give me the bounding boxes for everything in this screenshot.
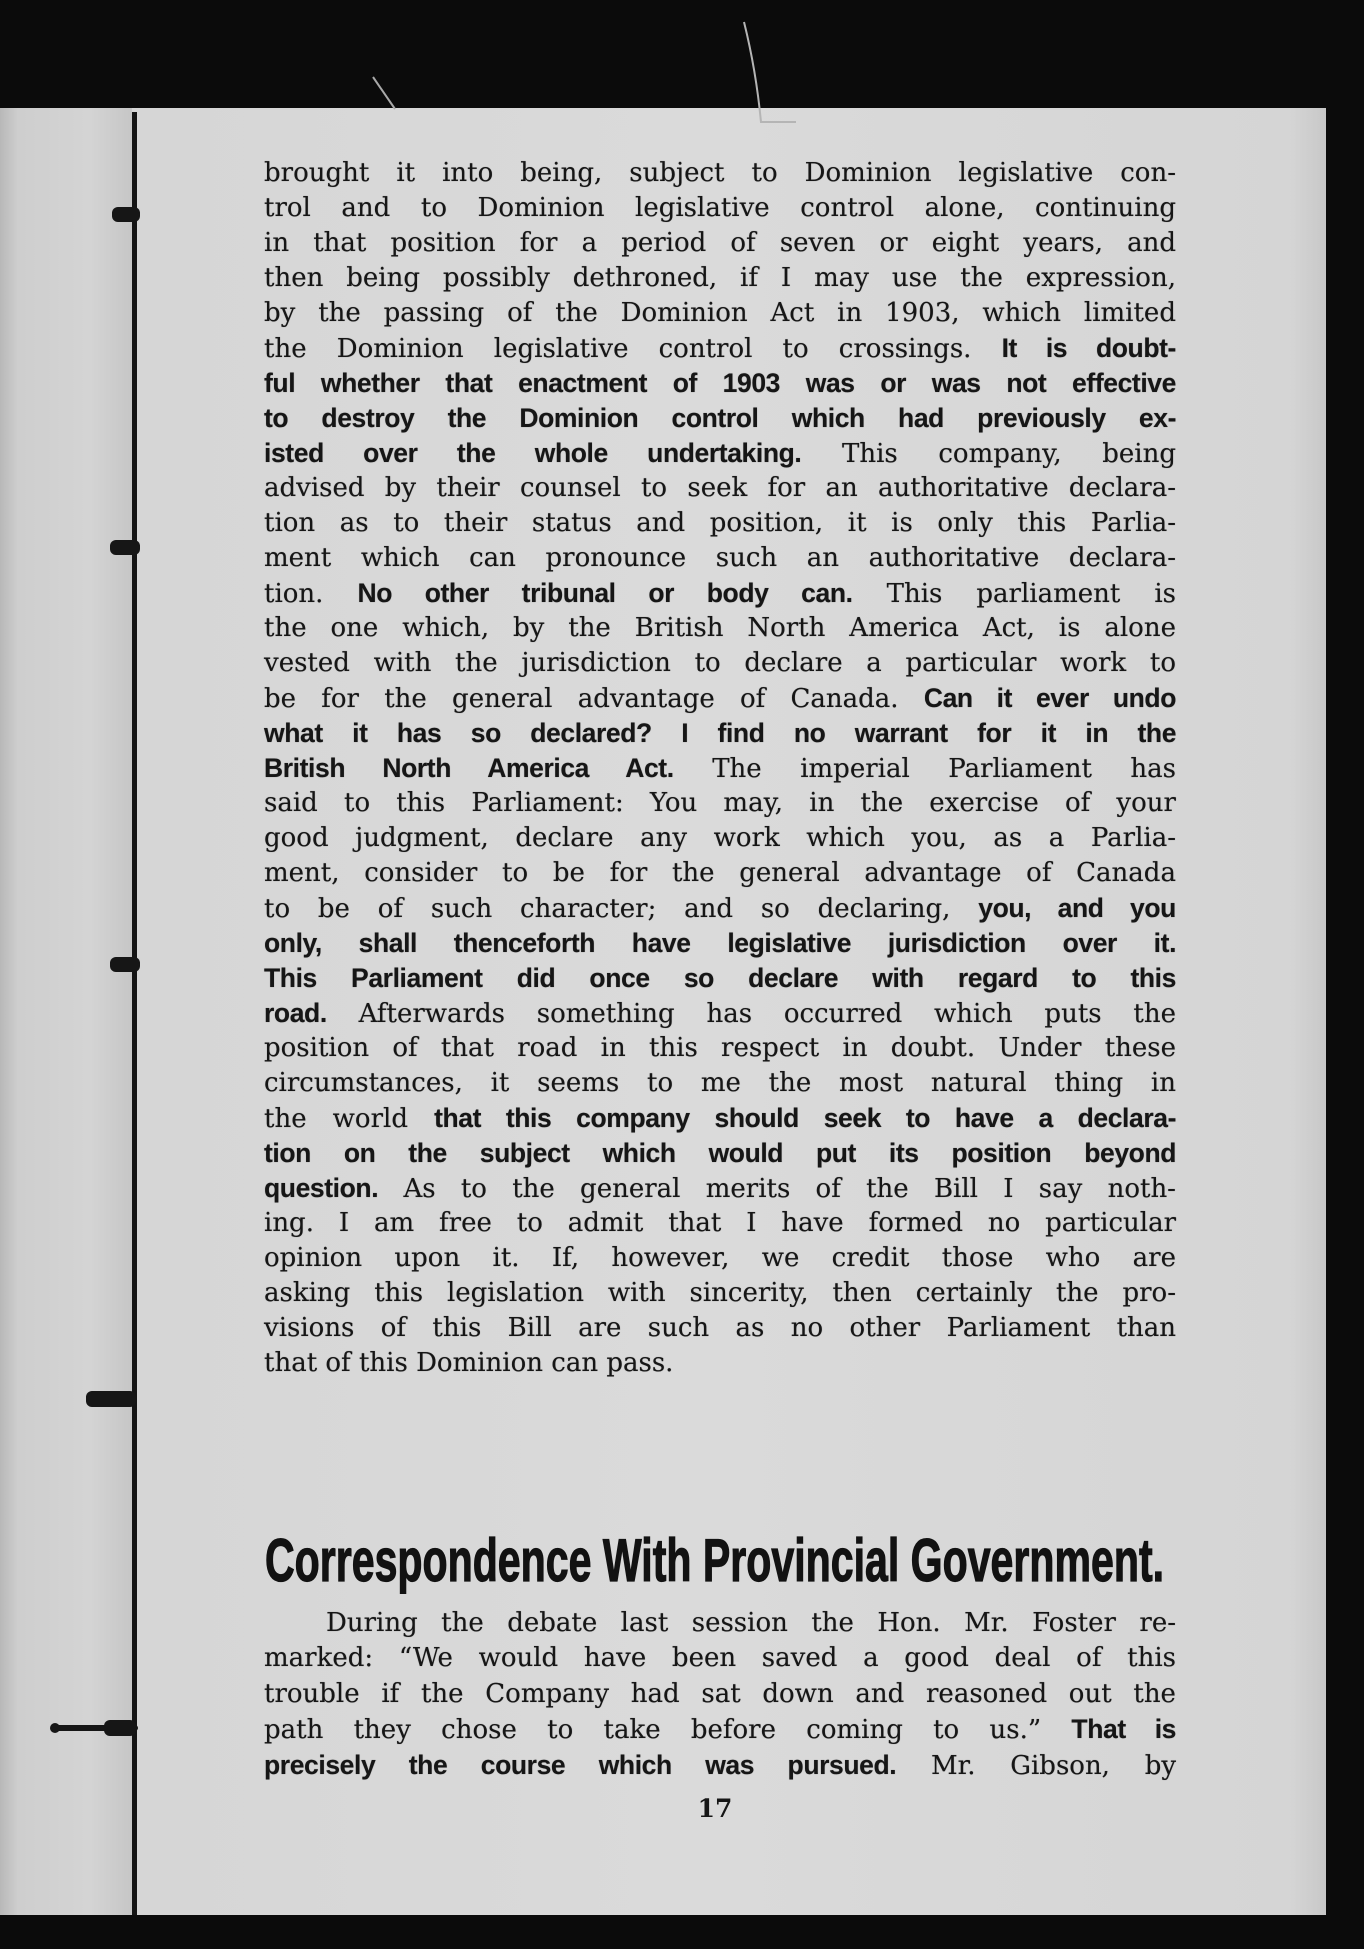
text-line bbox=[264, 506, 1176, 541]
binding-stitch bbox=[112, 207, 140, 222]
binding-stitch bbox=[110, 957, 140, 972]
text-line bbox=[264, 996, 1176, 1031]
bold-text-run: isted over the whole undertaking. bbox=[264, 438, 802, 468]
bold-text-run: you, and you bbox=[978, 893, 1176, 923]
text-line bbox=[264, 401, 1176, 436]
line-content bbox=[264, 191, 1176, 226]
text-line bbox=[264, 261, 1176, 296]
text-line bbox=[264, 821, 1176, 856]
bold-text-run: to destroy the Dominion control which had previously ex- bbox=[264, 403, 1177, 433]
text-line bbox=[264, 156, 1176, 191]
text-run: visions of this Bill are such as no other Parliament than bbox=[264, 1313, 1177, 1343]
text-line bbox=[264, 646, 1176, 681]
text-line bbox=[264, 751, 1176, 786]
text-run: brought it into being, subject to Dominion legislative con- bbox=[264, 158, 1176, 188]
text-line bbox=[264, 576, 1176, 611]
line-content bbox=[264, 576, 1176, 612]
line-content bbox=[264, 261, 1176, 296]
text-run: marked: “We would have been saved a good deal of this bbox=[264, 1643, 1177, 1674]
text-run: be for the general advantage of Canada. bbox=[264, 684, 924, 714]
scan-scratch bbox=[0, 0, 1364, 130]
line-content bbox=[264, 1641, 1176, 1676]
bold-text-run: that this company should seek to have a declara- bbox=[434, 1103, 1177, 1133]
line-content bbox=[264, 961, 1176, 997]
text-run: the Dominion legislative control to crossings. bbox=[264, 334, 1002, 364]
text-line bbox=[264, 1171, 1176, 1206]
text-run: position of that road in this respect in doubt. Under these bbox=[264, 1033, 1177, 1063]
text-run: tion as to their status and position, it is only this Parlia- bbox=[264, 508, 1177, 538]
text-run: opinion upon it. If, however, we credit those who are bbox=[264, 1243, 1176, 1273]
line-content bbox=[264, 786, 1176, 821]
line-content bbox=[264, 1311, 1176, 1346]
bold-text-run: That is bbox=[1071, 1714, 1177, 1745]
scan-scratch-line bbox=[373, 77, 395, 109]
text-line bbox=[264, 296, 1176, 331]
text-run: ing. I am free to admit that I have formed no particular bbox=[264, 1208, 1177, 1238]
text-run: During the debate last session the Hon. Mr. Foster re- bbox=[326, 1608, 1176, 1638]
text-line bbox=[264, 856, 1176, 891]
line-content bbox=[264, 646, 1176, 681]
line-content bbox=[264, 1206, 1176, 1241]
line-content bbox=[264, 366, 1176, 402]
bold-text-run: Can it ever undo bbox=[923, 683, 1176, 713]
bold-text-run: British North America Act. bbox=[264, 753, 674, 783]
text-line bbox=[264, 681, 1176, 716]
text-line bbox=[264, 926, 1176, 961]
text-run: said to this Parliament: You may, in the exercise of your bbox=[264, 788, 1176, 818]
line-content bbox=[264, 611, 1176, 646]
text-run: that of this Dominion can pass. bbox=[264, 1348, 674, 1378]
text-line bbox=[264, 331, 1176, 366]
line-content bbox=[326, 1606, 1176, 1641]
line-content bbox=[264, 471, 1176, 506]
binding-stitch bbox=[110, 540, 140, 555]
bold-text-run: road. bbox=[264, 998, 327, 1028]
text-line bbox=[264, 1641, 1176, 1676]
text-line bbox=[264, 1677, 1176, 1712]
binding-margin bbox=[0, 108, 132, 1915]
text-line bbox=[264, 1031, 1176, 1066]
binding-stitch bbox=[104, 1720, 136, 1736]
text-line bbox=[264, 611, 1176, 646]
line-content bbox=[264, 1241, 1176, 1276]
text-line bbox=[264, 436, 1176, 471]
line-content bbox=[264, 821, 1176, 856]
text-run: This parliament is bbox=[852, 579, 1176, 609]
text-run: ment which can pronounce such an authoritative declara- bbox=[264, 543, 1176, 573]
text-run: trouble if the Company had sat down and reasoned out the bbox=[264, 1678, 1176, 1709]
body-paragraph bbox=[264, 156, 1176, 1381]
text-run: good judgment, declare any work which you, as a Parlia- bbox=[264, 823, 1177, 853]
line-content bbox=[264, 506, 1176, 541]
text-run: path they chose to take before coming to us.” bbox=[264, 1715, 1072, 1746]
bold-text-run: precisely the course which was pursued. bbox=[264, 1749, 897, 1780]
text-run: advised by their counsel to seek for an authoritative declara- bbox=[264, 473, 1176, 503]
text-run: The imperial Parliament has bbox=[673, 754, 1177, 784]
text-run: ment, consider to be for the general advantage of Canada bbox=[264, 858, 1176, 888]
text-line bbox=[264, 961, 1176, 996]
bold-text-run: only, shall thenceforth have legislative jurisdiction over it. bbox=[264, 928, 1177, 958]
binding-stitch bbox=[86, 1391, 136, 1407]
text-run: vested with the jurisdiction to declare a particular work to bbox=[264, 648, 1176, 678]
text-run: trol and to Dominion legislative control alone, continuing bbox=[264, 193, 1176, 223]
text-line bbox=[264, 191, 1176, 226]
text-line bbox=[264, 1311, 1176, 1346]
line-content bbox=[264, 1677, 1176, 1712]
line-content bbox=[264, 1346, 673, 1381]
text-run: As to the general merits of the Bill I say noth- bbox=[378, 1174, 1176, 1204]
bold-text-run: what it has so declared? I find no warrant for it in the bbox=[264, 718, 1177, 748]
line-content bbox=[264, 1136, 1176, 1172]
text-run: to be of such character; and so declaring, bbox=[264, 894, 979, 924]
text-line bbox=[264, 1748, 1176, 1783]
text-run: Mr. Gibson, by bbox=[896, 1750, 1177, 1781]
bold-text-run: No other tribunal or body can. bbox=[357, 578, 853, 608]
text-line bbox=[264, 471, 1176, 506]
line-content bbox=[264, 436, 1176, 472]
text-run: the one which, by the British North America Act, is alone bbox=[264, 613, 1176, 643]
text-run: in that position for a period of seven or eight years, and bbox=[264, 228, 1177, 258]
text-line bbox=[264, 1241, 1176, 1276]
line-content bbox=[264, 156, 1176, 191]
scan-scratch-line bbox=[744, 22, 796, 122]
text-line bbox=[264, 786, 1176, 821]
text-line bbox=[264, 1066, 1176, 1101]
line-content bbox=[264, 1748, 1176, 1784]
line-content bbox=[264, 856, 1176, 891]
bold-text-run: question. bbox=[264, 1173, 379, 1203]
line-content bbox=[264, 891, 1176, 927]
line-content bbox=[264, 226, 1176, 261]
line-content bbox=[264, 296, 1176, 331]
line-content bbox=[264, 1712, 1176, 1748]
text-line bbox=[264, 1101, 1176, 1136]
line-content bbox=[264, 401, 1176, 437]
bold-text-run: tion on the subject which would put its position beyond bbox=[264, 1138, 1177, 1168]
text-run: circumstances, it seems to me the most natural thing in bbox=[264, 1068, 1176, 1098]
bold-text-run: This Parliament did once so declare with regard to this bbox=[264, 963, 1176, 993]
line-content bbox=[264, 1031, 1176, 1066]
line-content bbox=[264, 1066, 1176, 1101]
section-heading-text: Correspondence With Provincial Government. bbox=[265, 1527, 1165, 1594]
text-run: by the passing of the Dominion Act in 1903, which limited bbox=[264, 298, 1176, 328]
line-content bbox=[264, 996, 1176, 1032]
line-content bbox=[264, 1276, 1176, 1311]
text-line bbox=[264, 226, 1176, 261]
text-run: Afterwards something has occurred which puts the bbox=[326, 999, 1176, 1029]
text-line bbox=[264, 1136, 1176, 1171]
line-content bbox=[264, 331, 1176, 367]
line-content bbox=[264, 1101, 1176, 1137]
text-line bbox=[264, 1606, 1176, 1641]
bold-text-run: It is doubt- bbox=[1001, 333, 1176, 363]
binding-stitch bbox=[50, 1723, 60, 1733]
text-line bbox=[264, 716, 1176, 751]
text-run: then being possibly dethroned, if I may use the expression, bbox=[264, 263, 1176, 293]
text-line bbox=[264, 1206, 1176, 1241]
binding-rule bbox=[132, 112, 137, 1915]
text-run: This company, being bbox=[801, 439, 1176, 469]
text-run: asking this legislation with sincerity, then certainly the pro- bbox=[264, 1278, 1176, 1308]
line-content bbox=[264, 541, 1176, 576]
line-content bbox=[264, 716, 1176, 752]
section-paragraph bbox=[264, 1606, 1176, 1783]
line-content bbox=[264, 926, 1176, 962]
text-line bbox=[264, 1712, 1176, 1747]
text-run: tion. bbox=[264, 579, 358, 609]
text-line bbox=[264, 891, 1176, 926]
text-line bbox=[264, 541, 1176, 576]
page-number: 17 bbox=[697, 1794, 733, 1823]
bold-text-run: ful whether that enactment of 1903 was or was not effective bbox=[264, 368, 1176, 398]
text-line bbox=[264, 1346, 1176, 1381]
line-content bbox=[264, 751, 1176, 787]
text-run: the world bbox=[264, 1104, 435, 1134]
text-line bbox=[264, 1276, 1176, 1311]
line-content bbox=[264, 681, 1176, 717]
text-line bbox=[264, 366, 1176, 401]
section-heading bbox=[265, 1527, 1165, 1594]
line-content bbox=[264, 1171, 1176, 1207]
